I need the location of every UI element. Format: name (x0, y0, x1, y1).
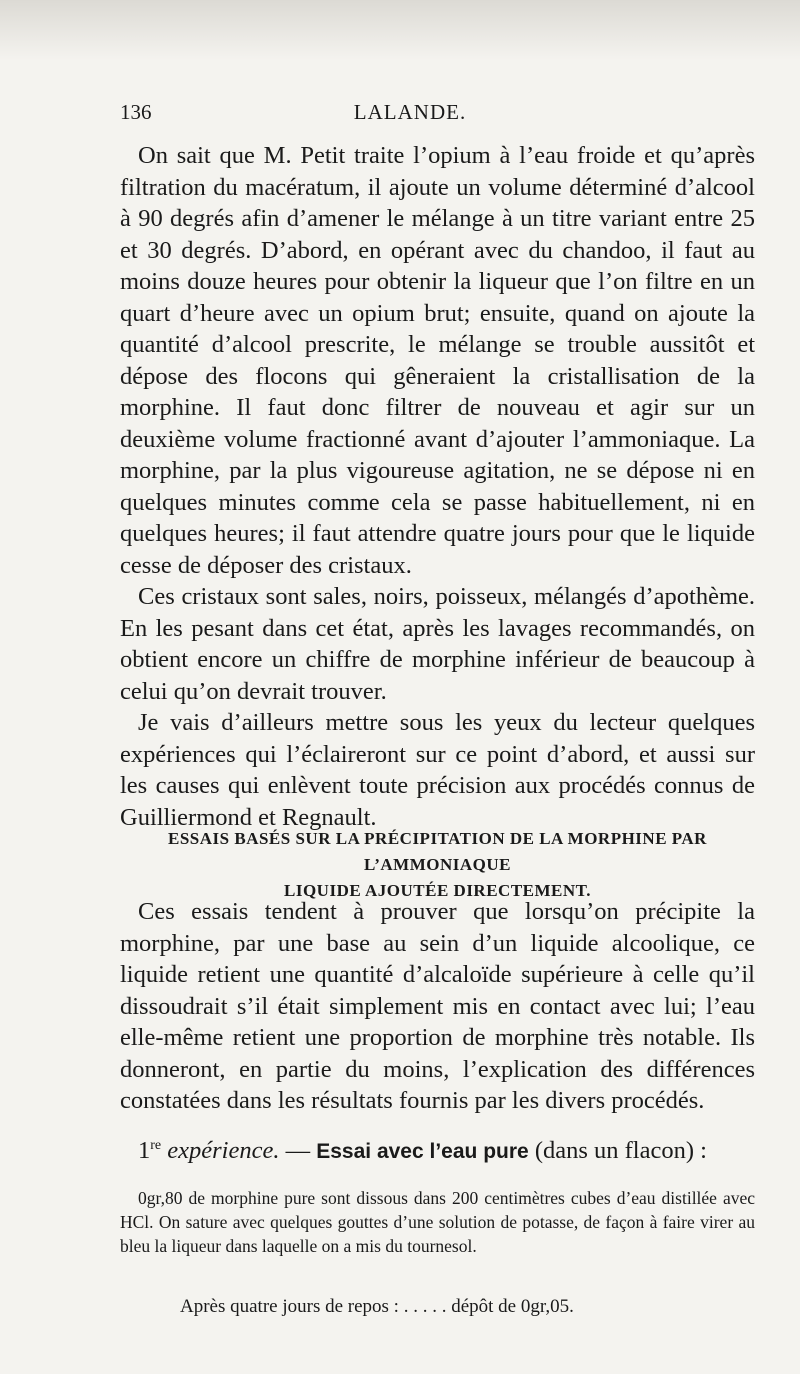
page-number: 136 (120, 100, 152, 124)
paragraph-crystals: Ces cristaux sont sales, noirs, poisseux, mélangés d’apothème. En les pesant dans cet état, après les lavages recommandés, on obtient encore un chiffre de morphine inférieur de beaucoup à celui qu’on devrait trouver. (120, 583, 755, 705)
experience-detail-block (120, 1186, 755, 1258)
page-edge-shadow (0, 0, 800, 60)
running-head: LALANDE. (353, 100, 467, 124)
experience-label: expérience. (167, 1137, 280, 1165)
experience-title: Essai avec l’eau pure (316, 1140, 529, 1164)
text-block-intro (120, 140, 755, 833)
paragraph-petit-method: On sait que M. Petit traite l’opium à l’eau froide et qu’après filtration du macératum, il ajoute un volume déterminé d’alcool à 90 degrés afin d’amener le mélange à un titre variant entre 25 et 30 degrés. D’abord, en opérant avec du chandoo, il faut au moins douze heures pour obtenir la liqueur que l’on filtre en un quart d’heure avec un opium brut; ensuite, quand on ajoute la quantité d’alcool prescrite, le mélange se trouble aussitôt et dépose des flocons qui gêneraient la cristallisation de la morphine. Il faut donc filtrer de nouveau et agir sur un deuxième volume fractionné avant d’ajouter l’ammoniaque. La morphine, par la plus vigoureuse agitation, ne se dépose ni en quelques minutes comme cela se passe habituellement, ni en quelques heures; il faut attendre quatre jours pour que le liquide cesse de déposer des cristaux. (120, 142, 755, 579)
paragraph-essais-intro: Ces essais tendent à prouver que lorsqu’on précipite la morphine, par une base au sein d’un liquide alcoolique, ce liquide retient une quantité d’alcaloïde supérieure à celle qu’il dissoudrait s’il était simplement mis en contact avec lui; l’eau elle-même retient une proportion de morphine très notable. Ils donneront, en partie du moins, l’explication des différences constatées dans les résultats fournis par les divers procédés. (120, 898, 755, 1114)
experience-superscript: re (150, 1138, 162, 1153)
paragraph-experiences: Je vais d’ailleurs mettre sous les yeux du lecteur quelques expériences qui l’éclaireront sur ce point d’abord, et aussi sur les causes qui enlèvent toute précision aux procédés connus de Guilliermond et Regnault. (120, 709, 755, 831)
page-header (120, 100, 700, 130)
section-heading (120, 826, 755, 904)
experience-number: 1 (138, 1137, 151, 1165)
experience-result: Après quatre jours de repos : . . . . . dépôt de 0gr,05. (180, 1296, 574, 1317)
experience-detail: 0gr,80 de morphine pure sont dissous dans 200 centimètres cubes d’eau distillée avec HCl. On sature avec quelques gouttes d’une solution de potasse, de façon à faire virer au bleu la liqueur dans laquelle on a mis du tournesol. (120, 1188, 755, 1256)
experience-heading (120, 1130, 755, 1168)
text-block-essais (120, 896, 755, 1117)
section-heading-line-2: LIQUIDE AJOUTÉE DIRECTEMENT. (284, 881, 591, 900)
section-heading-line-1: ESSAIS BASÉS SUR LA PRÉCIPITATION DE LA MORPHINE PAR L’AMMONIAQUE (168, 829, 707, 874)
experience-note: (dans un flacon) : (528, 1137, 707, 1165)
experience-dash: — (279, 1137, 317, 1165)
